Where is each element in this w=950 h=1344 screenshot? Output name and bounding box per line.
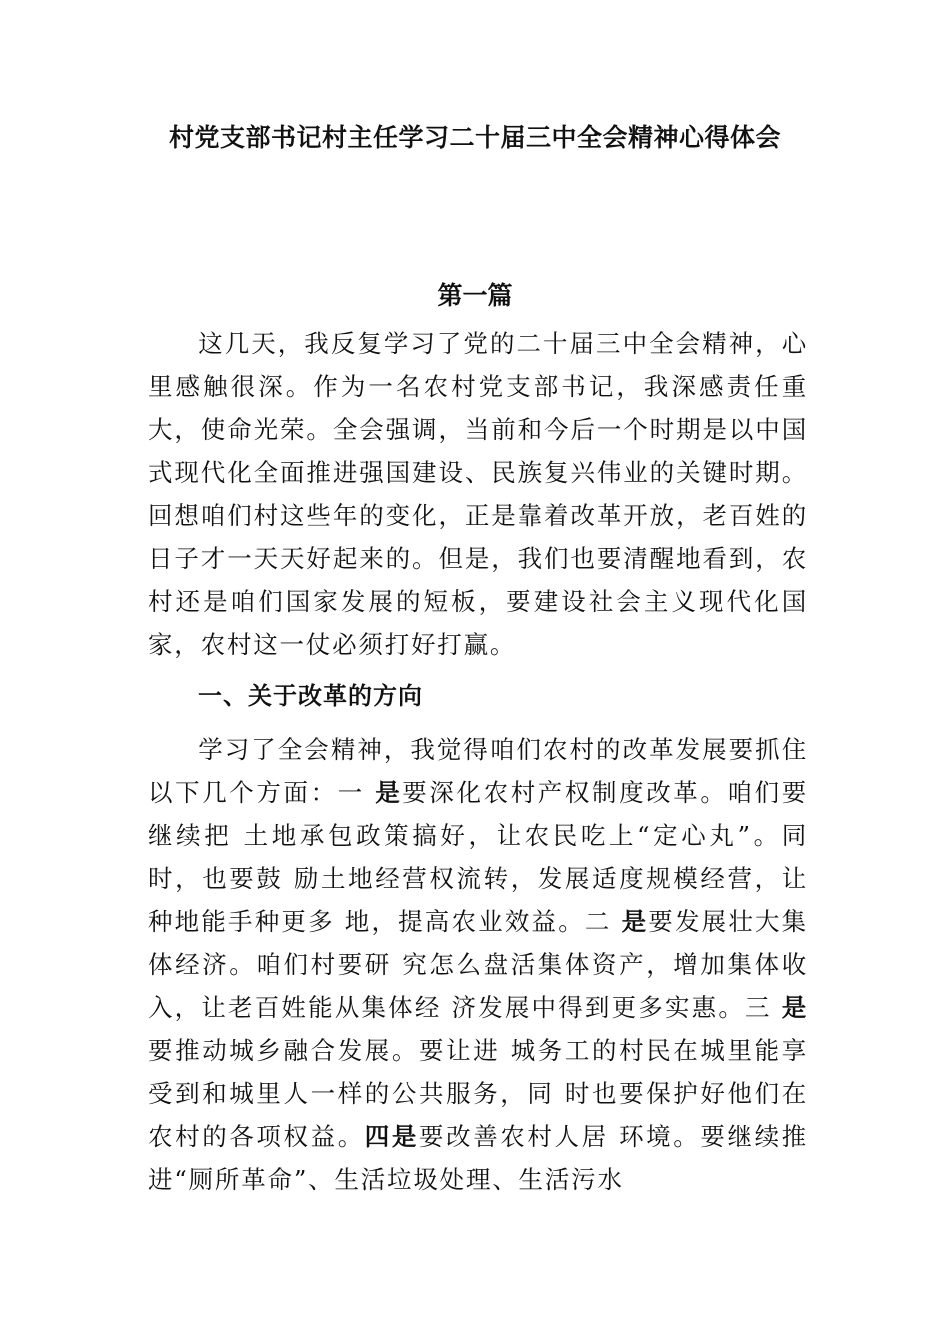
paragraph-intro: [148, 322, 808, 666]
paragraph-reform-text-3: 要发展壮大集体经济。咱们村要研 究怎么盘活集体资产，增加集体收入，让老百姓能从集体经 济发展中得到更多实惠。三: [148, 907, 808, 1022]
emphasis-shi-1: 是: [375, 778, 403, 807]
paragraph-reform: [148, 728, 808, 1201]
section-title: 第一篇: [437, 281, 513, 310]
document-title: 村党支部书记村主任学习二十届三中全会精神心得体会: [168, 123, 781, 152]
paragraph-intro-text: 这几天，我反复学习了党的二十届三中全会精神，心里感触很深。作为一名农村党支部书记，我深感责任重大，使命光荣。全会强调，当前和今后一个时期是以中国式现代化全面推进强国建设、民族复兴伟业的关键时期。回想咱们村这些年的变化，正是靠着改革开放，老百姓的日子才一天天好起来的。但是，我们也要清醒地看到，农村还是咱们国家发展的短板，要建设社会主义现代化国家，农村这一仗必须打好打赢。: [148, 329, 808, 659]
paragraph-reform-text-4: 要推动城乡融合发展。要让进 城务工的村民在城里能享受到和城里人一样的公共服务，同 时也要保护好他们在农村的各项权益。: [148, 1036, 808, 1151]
heading-reform-direction: 一、关于改革的方向: [198, 682, 423, 710]
emphasis-shi-2: 是: [621, 907, 649, 936]
emphasis-sishi: 四是: [364, 1122, 419, 1151]
paragraph-reform-text-1: 学习了全会精神，我觉得咱们农村的改革发展要抓住以下几个方面：一: [148, 735, 808, 807]
paragraph-reform-text-2: 要深化农村产权制度改革。咱们要继续把 土地承包政策搞好，让农民吃上“定心丸”。同时，也要鼓 励土地经营权流转，发展适度规模经营，让种地能手种更多 地，提高农业效益。二: [148, 778, 808, 936]
emphasis-shi-3: 是: [781, 993, 808, 1022]
paragraph-reform-text-5: 要改善农村人居 环境。要继续推进“厕所革命”、生活垃圾处理、生活污水: [148, 1122, 808, 1194]
